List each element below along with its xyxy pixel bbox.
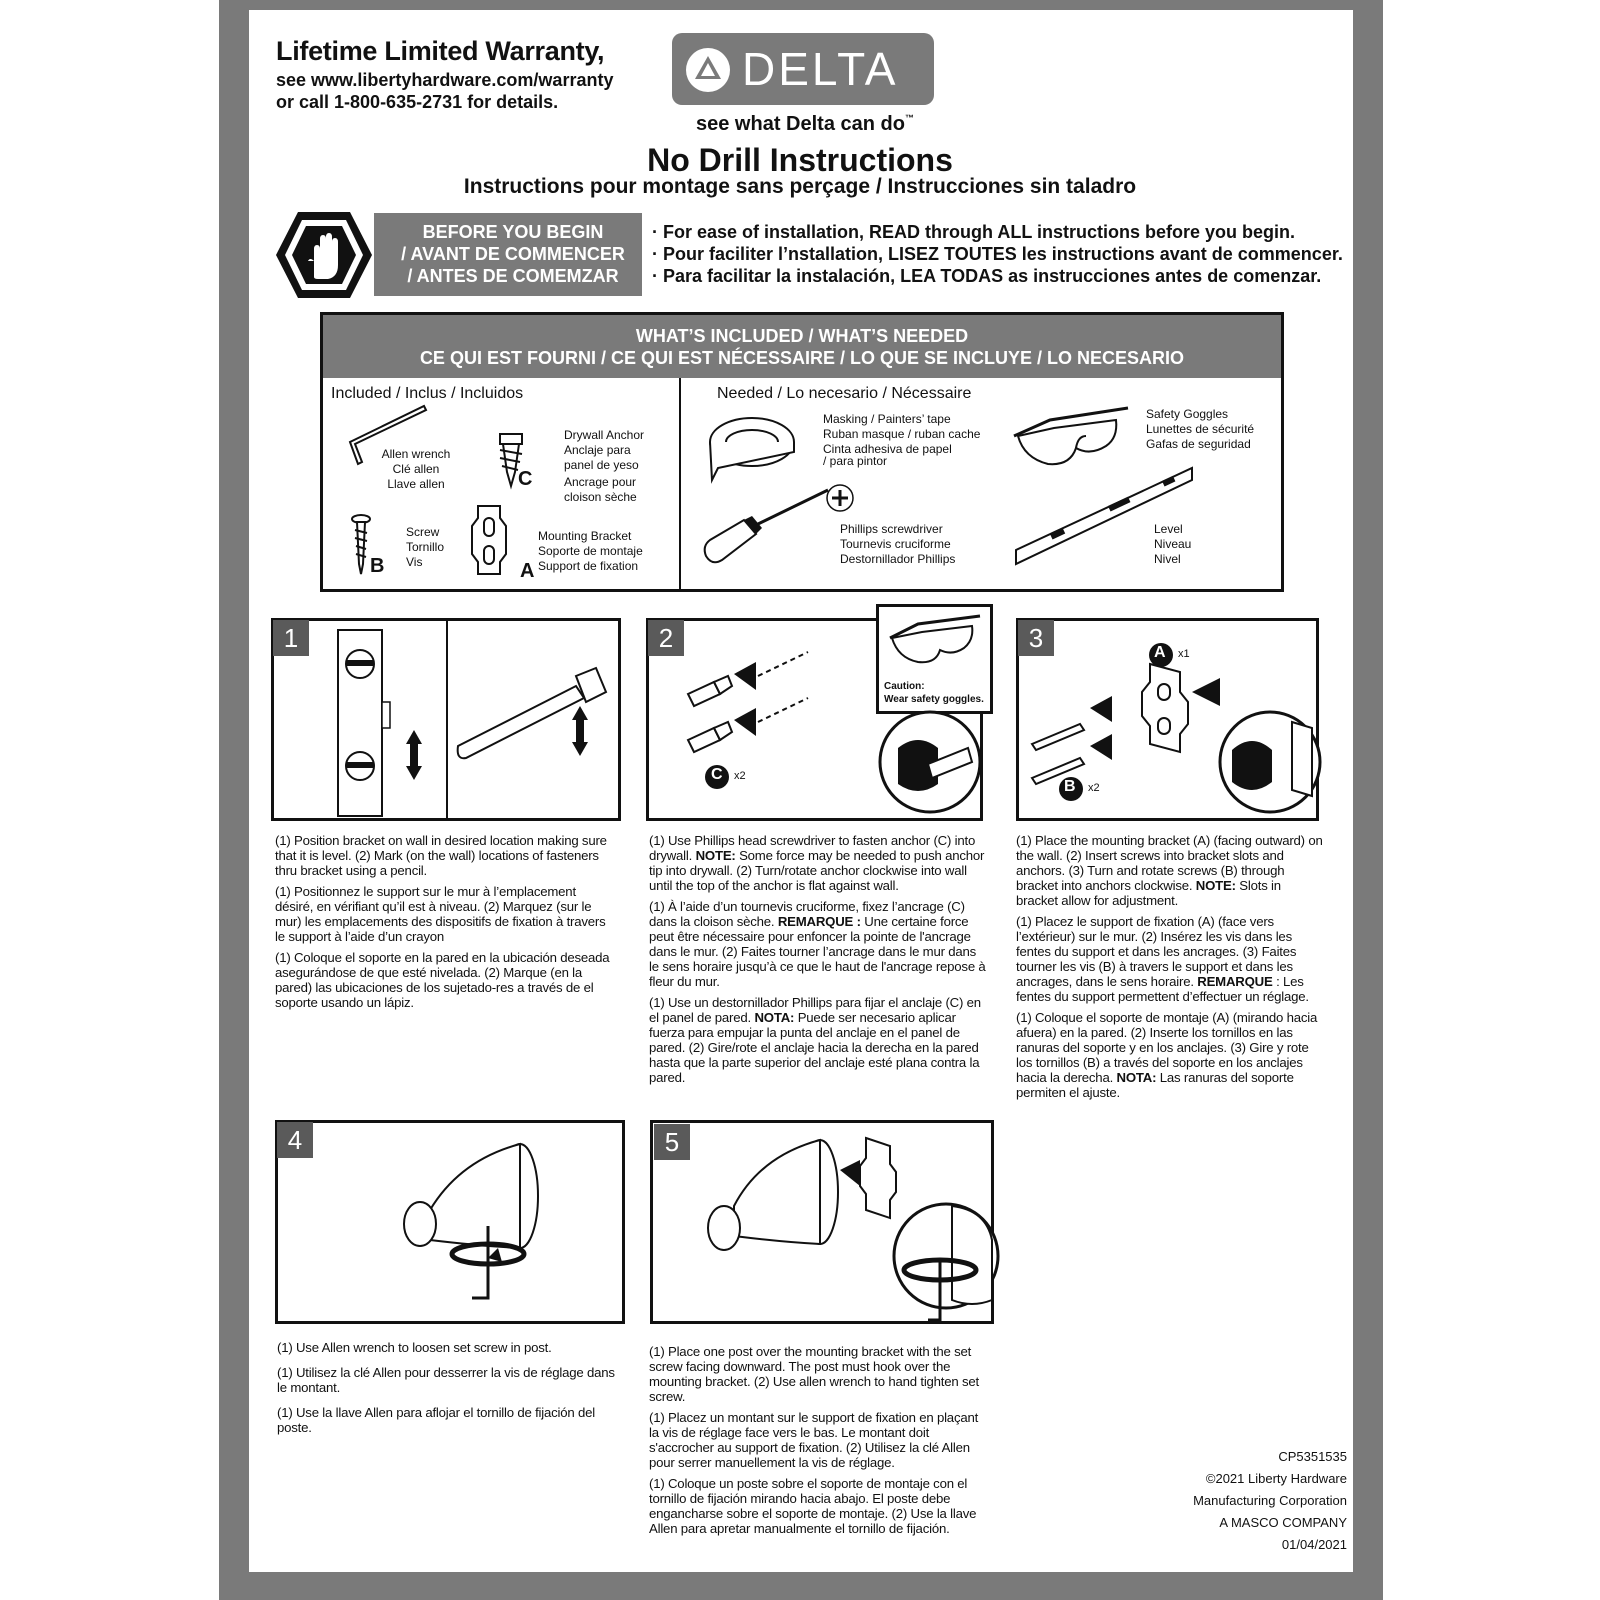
level-en: Level — [1154, 522, 1183, 536]
warranty-phone: or call 1-800-635-2731 for details. — [276, 92, 559, 112]
stop-hand-icon — [274, 209, 374, 301]
step-4-en: (1) Use Allen wrench to loosen set screw in post. — [277, 1340, 552, 1355]
step-1-divider — [446, 620, 448, 819]
post-allen-wrench-illustration — [390, 1140, 560, 1306]
step-3-letter-b: B — [1064, 778, 1076, 795]
step-2-text — [649, 833, 989, 1085]
step-3-fr-note: REMARQUE — [1197, 974, 1273, 989]
step-3-en — [1016, 833, 1326, 908]
step-1-text — [275, 833, 615, 1010]
bracket-screws-illustration — [1030, 662, 1210, 792]
company-name: Manufacturing Corporation — [1193, 1493, 1347, 1508]
step-3-text — [1016, 833, 1326, 1100]
step-4-number: 4 — [277, 1122, 313, 1158]
step-2-count: x2 — [734, 770, 746, 782]
anchors-into-wall-illustration — [684, 664, 814, 774]
screwdriver-en: Phillips screwdriver — [840, 522, 943, 536]
bracket-es: Soporte de montaje — [538, 544, 643, 558]
step-1-fr: (1) Positionnez le support sur le mur à l’emplacement désiré, en vérifiant qu’il est à niveau. (2) Marquez (sur le mur) les emplacements des dispositifs de fixation à travers le support à l’aide d’un crayon — [275, 884, 606, 944]
step-2-en-note: NOTE: — [695, 848, 736, 863]
goggles-es: Gafas de seguridad — [1146, 437, 1251, 451]
anchor-en: Drywall Anchor — [564, 428, 645, 442]
step-2-en-a: (1) Use Phillips head screwdriver to fasten anchor (C) into drywall. — [649, 833, 976, 863]
allen-es: Llave allen — [387, 477, 445, 491]
step-1-en: (1) Position bracket on wall in desired location making sure that it is level. (2) Mark (on the wall) locations of fasteners thru bracket using a pencil. — [275, 833, 607, 878]
step-4-fr: (1) Utilisez la clé Allen pour desserrer la vis de réglage dans le montant. — [277, 1365, 615, 1395]
step-3-count-b: x2 — [1088, 782, 1100, 794]
step-2-en-c: Some force may be needed to push anchor tip into drywall. (2) Turn/rotate anchor clockwise into wall until the top of the anchor is flat against wall. — [649, 848, 985, 893]
step-2-es — [649, 995, 989, 1085]
level-es: Nivel — [1154, 552, 1181, 566]
allen-fr: Clé allen — [392, 462, 440, 476]
column-divider — [679, 378, 681, 590]
post-over-bracket-illustration — [694, 1136, 904, 1286]
caution-text: Wear safety goggles. — [884, 694, 984, 705]
step-3-number: 3 — [1018, 620, 1054, 656]
caution-title: Caution: — [884, 681, 925, 692]
tagline — [696, 113, 914, 136]
whats-included-title-fr-es: CE QUI EST FOURNI / CE QUI EST NÉCESSAIRE / LO QUE SE INCLUYE / LO NECESARIO — [419, 348, 1185, 368]
screw-letter: B — [370, 555, 385, 577]
tape-es-1: Cinta adhesiva de papel — [823, 442, 952, 456]
parent-company: A MASCO COMPANY — [1219, 1515, 1347, 1530]
allen-en: Allen wrench — [381, 447, 451, 461]
screwdriver-fr: Tournevis cruciforme — [840, 537, 951, 551]
step-1-es: (1) Coloque el soporte en la pared en la ubicación deseada asegurándose de que esté nivelada. (2) Marque (en la pared) las ubicaciones de los sujetado-res a través de el soporte usando un lápiz. — [275, 950, 610, 1010]
step-1-number: 1 — [273, 620, 309, 656]
step-4-es: (1) Use la llave Allen para aflojar el tornillo de fijación del poste. — [277, 1405, 595, 1435]
bracket-letter: A — [520, 560, 535, 582]
document-date: 01/04/2021 — [1281, 1537, 1347, 1552]
delta-triangle-icon — [684, 46, 732, 94]
tape-label — [823, 412, 980, 469]
allen-wrench-label — [376, 447, 456, 492]
warranty-url: see www.libertyhardware.com/warranty — [276, 70, 614, 90]
anchor-fr-2: cloison sèche — [564, 490, 637, 504]
step-3-es — [1016, 1010, 1326, 1100]
screw-es: Tornillo — [406, 540, 445, 554]
tape-fr: Ruban masque / ruban cache — [823, 427, 981, 441]
before-you-begin-label-fr: / AVANT DE COMMENCER — [401, 244, 625, 264]
step-2-fr — [649, 899, 989, 989]
before-you-begin-label: BEFORE YOU BEGIN — [422, 222, 604, 242]
anchor-es-2: panel de yeso — [564, 458, 639, 472]
step-5-number: 5 — [654, 1124, 690, 1160]
step-5-en: (1) Place one post over the mounting bracket with the set screw facing downward. The post must hook over the mounting bracket. (2) Use allen wrench to hand tighten set screw. — [649, 1344, 980, 1404]
anchor-turn-detail — [868, 708, 992, 812]
step-5-es: (1) Coloque un poste sobre el soporte de montaje con el tornillo de fijación mirando hacia abajo. El poste debe engancharse sobre el soporte de montaje. (2) Use la llave Allen para apretar manualmente el tornillo de fijación. — [649, 1476, 977, 1536]
step-3-fr-c: : Les fentes du support permettent d’effectuer un réglage. — [1016, 974, 1309, 1004]
needed-heading: Needed / Lo necesario / Nécessaire — [717, 385, 972, 402]
tighten-set-screw-detail — [882, 1200, 1012, 1324]
goggles-fr: Lunettes de sécurité — [1146, 422, 1255, 436]
included-heading: Included / Inclus / Incluidos — [331, 385, 524, 402]
screw-fr: Vis — [406, 555, 423, 569]
before-you-begin-label-es: / ANTES DE COMEMZAR — [407, 266, 619, 286]
step-3-es-note: NOTA: — [1116, 1070, 1157, 1085]
step-3-fr-a: (1) Placez le support de fixation (A) (face vers l’extérieur) sur le mur. (2) Insérez les vis dans les fentes du support et dans les ancrages. (3) Faites tourner les vis (B) à travers le support et dans les ancrages, dans le sens horaire. — [1016, 914, 1297, 989]
step-2-es-a: (1) Use un destornillador Phillips para fijar el anclaje (C) en el panel de pared. — [649, 995, 981, 1025]
tagline-tm: ™ — [904, 113, 914, 123]
step-3-fr — [1016, 914, 1326, 1004]
read-note-en: · For ease of installation, READ through ALL instructions before you begin. — [652, 222, 1296, 242]
step-3-es-c: Las ranuras del soporte permiten el ajuste. — [1016, 1070, 1294, 1100]
step-5-text — [649, 1344, 989, 1536]
phillips-screwdriver-icon — [700, 484, 860, 574]
copyright: ©2021 Liberty Hardware — [1205, 1471, 1347, 1486]
caution-goggles-icon — [888, 614, 982, 672]
bracket-en: Mounting Bracket — [538, 529, 632, 543]
page-title: No Drill Instructions — [647, 142, 953, 178]
screw-label — [406, 525, 444, 570]
step-3-en-c: Slots in bracket allow for adjustment. — [1016, 878, 1281, 908]
mounting-bracket-icon — [470, 504, 508, 576]
whats-included-title: WHAT’S INCLUDED / WHAT’S NEEDED — [635, 326, 969, 346]
tape-es-2: / para pintor — [823, 454, 888, 468]
step-2-fr-a: (1) À l’aide d’un tournevis cruciforme, fixez l’ancrage (C) dans la cloison sèche. — [649, 899, 965, 929]
level-fr: Niveau — [1154, 537, 1192, 551]
step-2-es-c: Puede ser necesario aplicar fuerza para empujar la punta del anclaje en el panel de pared. (2) Gire/rote el anclaje hacia la derecha en la pared hasta que la parte superior del anclaje esté plana contra la pared. — [649, 1010, 980, 1085]
read-note-fr: · Pour faciliter l’nstallation, LISEZ TOUTES les instructions avant de commencer. — [652, 244, 1343, 264]
screw-icon — [350, 514, 372, 576]
step-2-letter: C — [711, 766, 723, 783]
level-on-bracket-illustration — [334, 628, 444, 818]
brand-name: DELTA — [742, 43, 899, 95]
tagline-text: see what Delta can do — [696, 113, 905, 135]
step-2-fr-note: REMARQUE : — [777, 914, 861, 929]
bracket-fr: Support de fixation — [538, 559, 639, 573]
drywall-anchor-label — [564, 428, 644, 505]
step-2-en — [649, 833, 989, 893]
warranty-title: Lifetime Limited Warranty, — [276, 36, 605, 66]
read-note-es: · Para facilitar la instalación, LEA TODAS as instrucciones antes de comenzar. — [652, 266, 1322, 286]
masking-tape-icon — [704, 410, 810, 488]
anchor-letter: C — [518, 468, 533, 490]
screwdriver-es: Destornillador Phillips — [840, 552, 956, 566]
screw-en: Screw — [406, 525, 440, 539]
anchor-fr-1: Ancrage pour — [564, 475, 637, 489]
step-3-es-a: (1) Coloque el soporte de montaje (A) (mirando hacia afuera) en la pared. (2) Inserte los tornillos en las ranuras del soporte y en los anclajes. (3) Gire y rote los tornillos (B) a través del soporte en los anclajes hacia la derecha. — [1016, 1010, 1318, 1085]
step-4-text — [277, 1340, 617, 1435]
goggles-label — [1146, 407, 1254, 452]
mark-with-pencil-illustration — [456, 666, 606, 766]
step-3-en-a: (1) Place the mounting bracket (A) (facing outward) on the wall. (2) Insert screws into bracket slots and anchors. (3) Turn and rotate screws (B) through bracket into anchors clockwise. — [1016, 833, 1323, 893]
document-code: CP5351535 — [1278, 1449, 1347, 1464]
screwdriver-label — [840, 522, 955, 567]
step-5-fr: (1) Placez un montant sur le support de fixation en plaçant la vis de réglage face vers le bas. Le montant doit s'accrocher au support de fixation. (2) Utilisez la clé Allen pour serrer manuellement la vis de réglage. — [649, 1410, 979, 1470]
step-3-en-note: NOTE: — [1195, 878, 1236, 893]
step-2-number: 2 — [648, 620, 684, 656]
anchor-es-1: Anclaje para — [564, 443, 631, 457]
mounting-bracket-label — [538, 529, 643, 574]
level-label — [1154, 522, 1191, 567]
step-3-letter-a: A — [1154, 644, 1166, 661]
page-subtitle: Instructions pour montage sans perçage / Instrucciones sin taladro — [463, 175, 1137, 198]
step-2-es-note: NOTA: — [754, 1010, 795, 1025]
goggles-en: Safety Goggles — [1146, 407, 1229, 421]
screw-turn-detail — [1212, 710, 1332, 814]
tape-en: Masking / Painters’ tape — [823, 412, 951, 426]
step-3-count-a: x1 — [1178, 648, 1190, 660]
step-2-fr-c: Une certaine force peut être nécessaire pour enfoncer la pointe de l'ancrage dans le mur. (2) Faites tourner l’ancrage dans le mur dans le sens horaire jusqu’à ce que le haut de l'ancrage repose à fleur du mur. — [649, 914, 986, 989]
